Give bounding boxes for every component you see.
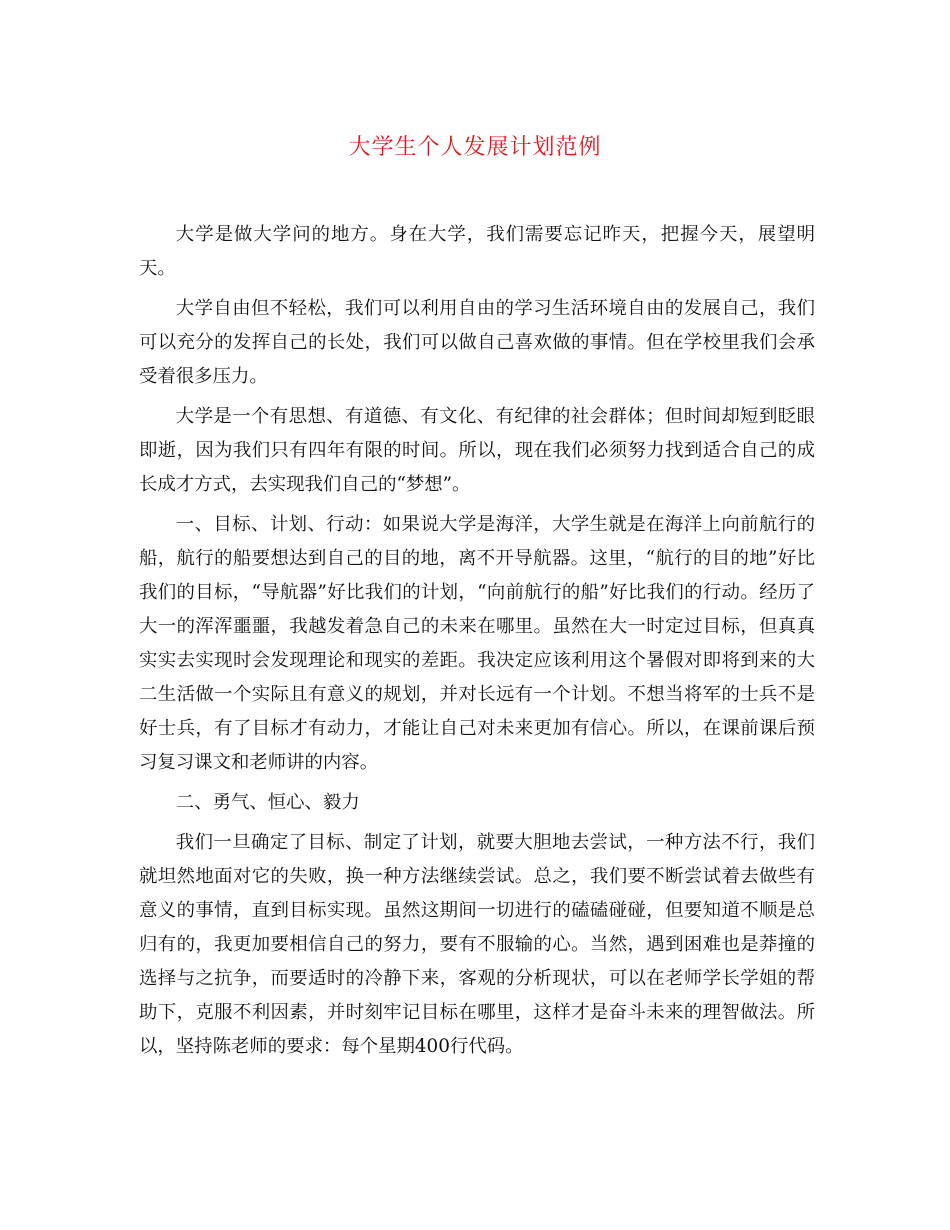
paragraph-community: 大学是一个有思想、有道德、有文化、有纪律的社会群体；但时间却短到眨眼即逝，因为我们只有四年有限的时间。所以，现在我们必须努力找到适合自己的成长成才方式，去实现我们自己的“梦想”。: [139, 406, 815, 495]
document-body: [139, 218, 815, 1070]
paragraph-goals-plan-action: 一、目标、计划、行动：如果说大学是海洋，大学生就是在海洋上向前航行的船，航行的船要想达到自己的目的地，离不开导航器。这里，“航行的目的地”好比我们的目标，“导航器”好比我们的计划，“向前航行的船”好比我们的行动。经历了大一的浑浑噩噩，我越发着急自己的未来在哪里。虽然在大一时定过目标，但真真实实去实现时会发现理论和现实的差距。我决定应该利用这个暑假对即将到来的大二生活做一个实际且有意义的规划，并对长远有一个计划。不想当将军的士兵不是好士兵，有了目标才有动力，才能让自己对未来更加有信心。所以，在课前课后预习复习课文和老师讲的内容。: [139, 514, 815, 773]
paragraph-persistence: 我们一旦确定了目标、制定了计划，就要大胆地去尝试，一种方法不行，我们就坦然地面对它的失败，换一种方法继续尝试。总之，我们要不断尝试着去做些有意义的事情，直到目标实现。虽然这期间一切进行的磕磕碰碰，但要知道不顺是总归有的，我更加要相信自己的努力，要有不服输的心。当然，遇到困难也是莽撞的选择与之抗争，而要适时的冷静下来，客观的分析现状，可以在老师学长学姐的帮助下，克服不利因素，并时刻牢记目标在哪里，这样才是奋斗未来的理智做法。所以，坚持陈老师的要求：每个星期400行代码。: [139, 832, 815, 1057]
paragraph-freedom: 大学自由但不轻松，我们可以利用自由的学习生活环境自由的发展自己，我们可以充分的发挥自己的长处，我们可以做自己喜欢做的事情。但在学校里我们会承受着很多压力。: [139, 298, 815, 387]
document-title: 大学生个人发展计划范例: [348, 135, 602, 160]
paragraph-intro: 大学是做大学问的地方。身在大学，我们需要忘记昨天，把握今天，展望明天。: [139, 224, 815, 279]
section-heading-courage: 二、勇气、恒心、毅力: [175, 792, 360, 813]
